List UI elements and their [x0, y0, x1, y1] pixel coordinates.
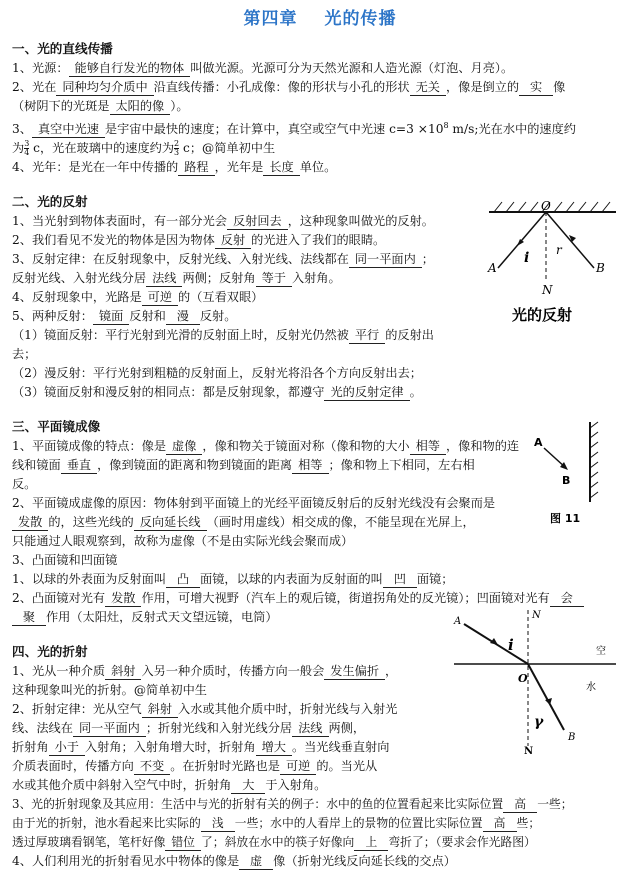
s3-line-2b: 发散 的，这些光线的 反向延长线 （画时用虚线）相交成的像，不能呈现在光屏上，: [12, 513, 532, 532]
s1-line-3b: 为 $\frac{3}{4}$ c，光在玻璃中的速度约为 $\frac{2}{3}$ c；@简单初中生: [12, 139, 276, 158]
blank: 同一平面内: [73, 721, 146, 737]
s4-line-3b: 由于光的折射，池水看起来比实际的 浅 一些；水中的人看岸上的景物的位置比实际位置 高 些；: [12, 816, 541, 831]
s3-line-3b: 2、凸面镜对光有 发散 作用，可增大视野（汽车上的观后镜，街道拐角处的反光镜）；凹面镜对光有 会: [12, 589, 628, 608]
blank: 会: [550, 591, 584, 607]
blank: 反射: [215, 233, 251, 249]
label-O: O: [518, 672, 528, 685]
blank: 虚: [239, 854, 273, 870]
blank: 真空中光速: [32, 122, 105, 138]
s4-line-2b: 线、法线在 同一平面内 ；折射光线和入射光线分居 法线 两侧，: [12, 721, 366, 736]
label-N-bottom: N: [524, 746, 534, 756]
blank: 实: [519, 80, 553, 96]
s4-line-1b: 这种现象叫光的折射。@简单初中生: [12, 683, 207, 698]
mirror-hatching: [590, 422, 598, 498]
fraction: $\frac{3}{4}$: [24, 139, 30, 158]
s2-line-6b: 去；: [12, 347, 37, 362]
blank: 发生偏折: [324, 664, 385, 680]
label-water: 水: [586, 682, 596, 693]
label-N: N: [542, 283, 553, 297]
s2-line-3: 3、反射定律：在反射现象中，反射光线、入射光线、法线都在 同一平面内 ；: [12, 252, 434, 267]
blank: 等于: [256, 271, 292, 287]
figure-caption: 图 11: [550, 512, 581, 525]
blank: 光的反射定律: [324, 385, 409, 401]
blank: 法线: [146, 271, 182, 287]
blank: 增大: [256, 740, 292, 756]
blank: 大: [231, 778, 265, 794]
incident-arrow: [490, 638, 498, 645]
blank: 太阳的像: [110, 99, 171, 115]
s4-line-2c: 折射角 小于 入射角；入射角增大时，折射角 增大 。当光线垂直射向: [12, 740, 390, 755]
blank: 错位: [165, 835, 201, 851]
blank: 可逆: [142, 290, 178, 306]
blank: 反射回去: [227, 214, 288, 230]
refraction-diagram: [446, 606, 628, 756]
blank: 虚像: [166, 439, 202, 455]
blank: 可逆: [280, 759, 316, 775]
blank: 浅: [201, 816, 235, 832]
angle-gamma: γ: [534, 714, 544, 730]
label-A: A: [534, 436, 543, 449]
s2-line-6: （1）镜面反射：平行光射到光滑的反射面上时，反射光仍然被 平行 的反射出: [12, 328, 434, 343]
s2-line-8: （3）镜面反射和漫反射的相同点：都是反射现象，都遵守 光的反射定律 。: [12, 385, 422, 400]
reflected-ray: [546, 212, 594, 268]
s1-line-2b: （树阴下的光斑是 太阳的像 ）。: [12, 99, 189, 113]
blank: 长度: [263, 160, 299, 176]
blank: 凹: [383, 572, 417, 588]
s3-line-2c: 只能通过人眼观察到，故称为虚像（不是由实际光线会聚而成）: [12, 534, 354, 549]
blank: 凸: [166, 572, 200, 588]
label-B: B: [596, 261, 605, 275]
reflection-caption: 光的反射: [512, 306, 573, 324]
s3-line-1c: 反。: [12, 477, 37, 492]
blank: 反向延长线: [134, 515, 207, 531]
s2-line-4: 4、反射现象中，光路是 可逆 的（互看双眼）: [12, 290, 264, 305]
blank: 发散: [105, 591, 141, 607]
section-3-heading: 三、平面镜成像: [12, 419, 101, 435]
s2-line-2: 2、我们看见不发光的物体是因为物体 反射 的光进入了我们的眼睛。: [12, 233, 386, 248]
blank: 小于: [49, 740, 85, 756]
blank: 相等: [410, 439, 446, 455]
plane-mirror-figure: [528, 420, 628, 528]
s4-line-1: 1、光从一种介质 斜射 入另一种介质时，传播方向一般会 发生偏折 ，: [12, 664, 398, 679]
blank: 无关: [410, 80, 446, 96]
angle-r: r: [556, 243, 562, 257]
blank: 高: [483, 816, 517, 832]
blank: 发散: [12, 515, 48, 531]
blank: 法线: [292, 721, 328, 737]
fraction: $\frac{2}{3}$: [174, 139, 180, 158]
blank: 路程: [178, 160, 214, 176]
s2-line-1: 1、当光射到物体表面时，有一部分光会 反射回去 ，这种现象叫做光的反射。: [12, 214, 434, 229]
blank: 相等: [292, 458, 328, 474]
label-air: 空: [596, 646, 606, 657]
blank: 聚: [12, 610, 46, 626]
s1-line-1: 1、光源： 能够自行发光的物体 叫做光源。光源可分为天然光源和人造光源（灯泡、月亮）。: [12, 61, 514, 75]
blank: 漫: [166, 309, 200, 325]
s3-line-1b: 线和镜面 垂直 ，像到镜面的距离和物到镜面的距离 相等 ；像和物上下相同，左右相: [12, 458, 475, 473]
reflection-diagram: [484, 196, 624, 331]
blank: 上: [354, 835, 388, 851]
s1-line-2: 2、光在 同种均匀介质中 沿直线传播：小孔成像：像的形状与小孔的形状 无关 ，像是倒立的 实 像: [12, 80, 566, 94]
label-A: A: [454, 616, 462, 627]
s4-line-2d: 介质表面时，传播方向 不变 。在折射时光路也是 可逆 的。当光从: [12, 759, 378, 774]
s4-line-3: 3、光的折射现象及其应用：生活中与光的折射有关的例子：水中的鱼的位置看起来比实际位置 高 一些；: [12, 797, 573, 812]
s3-line-3: 3、凸面镜和凹面镜: [12, 553, 118, 568]
blank: 能够自行发光的物体: [69, 61, 191, 77]
label-O: O: [541, 199, 551, 213]
s3-line-2: 2、平面镜成虚像的原因：物体射到平面镜上的光经平面镜反射后的反射光线没有会聚而是: [12, 496, 496, 511]
s1-line-4: 4、光年：是光在一年中传播的 路程 ，光年是 长度 单位。: [12, 160, 337, 175]
angle-i: i: [524, 250, 530, 266]
s1-line-3: 3、 真空中光速 是宇宙中最快的速度；在计算中，真空或空气中光速 $c=3 \times 10^8$ m/s;光在水中的速度约: [12, 121, 576, 137]
section-2-heading: 二、光的反射: [12, 194, 88, 210]
chapter-title: [0, 4, 640, 29]
s3-line-3a: 1、以球的外表面为反射面叫 凸 面镜，以球的内表面为反射面的叫 凹 面镜；: [12, 572, 454, 587]
s2-line-3b: 反射光线、入射光线分居 法线 两侧；反射角 等于 入射角。: [12, 271, 341, 286]
s3-line-1: 1、平面镜成像的特点：像是 虚像 ，像和物关于镜面对称（像和物的大小 相等 ，像和物的连: [12, 439, 520, 454]
s4-line-2: 2、折射定律：光从空气 斜射 入水或其他介质中时，折射光线与入射光: [12, 702, 398, 717]
label-N-top: N: [532, 610, 541, 621]
label-B: B: [568, 732, 576, 743]
s4-line-3c: 透过厚玻璃看钢笔，笔杆好像 错位 了；斜放在水中的筷子好像向 上 弯折了；（要求会作光路图）: [12, 835, 536, 850]
s3-line-3c: 聚 作用（太阳灶，反射式天文望远镜，电筒）: [12, 608, 628, 627]
s4-line-4: 4、人们利用光的折射看见水中物体的像是 虚 像（折射光线反向延长线的交点）: [12, 854, 456, 869]
incident-arrow: [517, 239, 524, 246]
blank: 不变: [134, 759, 170, 775]
label-A: A: [488, 261, 497, 275]
blank: 垂直: [61, 458, 97, 474]
blank: 同种均匀介质中: [56, 80, 153, 96]
chapter-number: 第四章: [243, 9, 298, 29]
angle-i: i: [508, 636, 514, 654]
blank: 平行: [349, 328, 385, 344]
s2-line-5: 5、两种反射： 镜面 反射和 漫 反射。: [12, 309, 237, 324]
blank: 高: [503, 797, 537, 813]
section-4-heading: 四、光的折射: [12, 644, 88, 660]
mirror-hatching: [494, 202, 610, 212]
blank: 镜面: [93, 309, 129, 325]
blank: 斜射: [142, 702, 178, 718]
s2-line-7: （2）漫反射：平行光射到粗糙的反射面上，反射光将沿各个方向反射出去；: [12, 366, 422, 381]
chapter-name: 光的传播: [324, 9, 397, 29]
section-1-heading: 一、光的直线传播: [12, 41, 113, 56]
blank: 同一平面内: [349, 252, 422, 268]
blank: 斜射: [105, 664, 141, 680]
incident-ray: [498, 212, 546, 268]
label-B: B: [562, 474, 571, 487]
s4-line-2e: 水或其他介质中斜射入空气中时，折射角 大 于入射角。: [12, 778, 327, 793]
